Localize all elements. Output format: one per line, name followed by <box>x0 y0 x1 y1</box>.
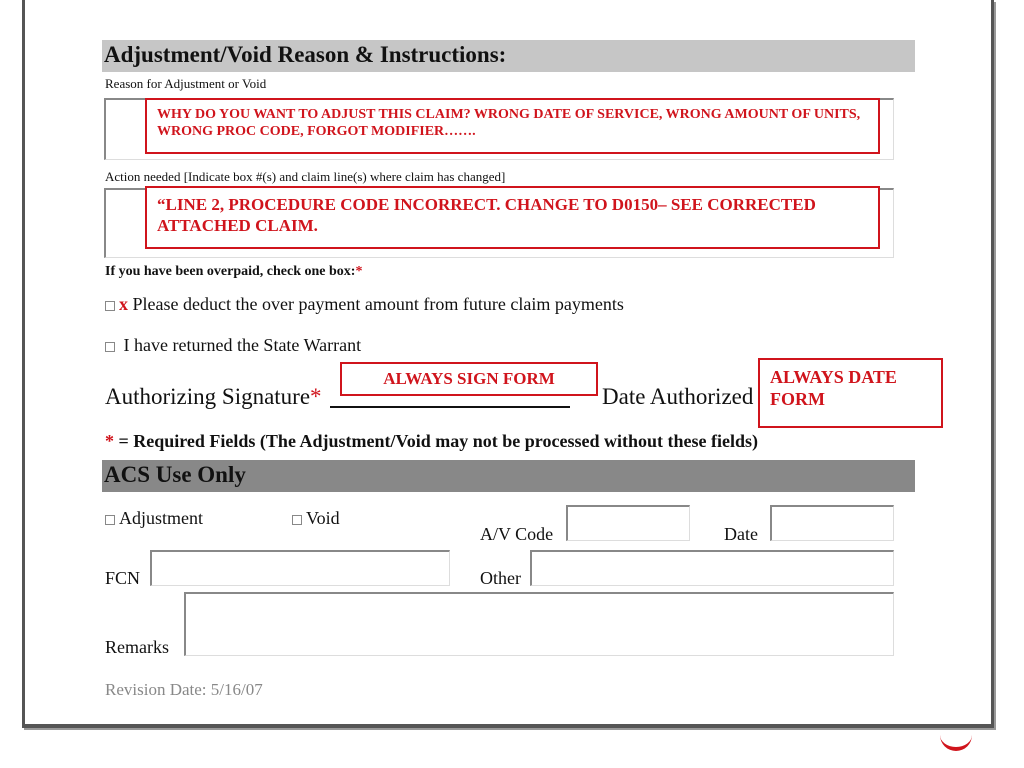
section-title: Adjustment/Void Reason & Instructions: <box>104 42 507 67</box>
option-deduct <box>105 294 624 315</box>
acs-void <box>292 508 340 529</box>
reason-callout <box>145 98 880 154</box>
overpaid-label-text: If you have been overpaid, check one box: <box>105 264 356 279</box>
reason-callout-text: WHY DO YOU WANT TO ADJUST THIS CLAIM? WRONG DATE OF SERVICE, WRONG AMOUNT OF UNITS, WRONG PROC CODE, FORGOT MODIFIER……. <box>157 107 861 139</box>
required-note-text: = Required Fields (The Adjustment/Void may not be processed without these fields) <box>118 431 758 451</box>
signature-required-star: * <box>310 384 322 409</box>
required-star: * <box>355 264 363 279</box>
adjustment-label: Adjustment <box>119 508 203 528</box>
adjustment-checkbox[interactable] <box>105 515 115 525</box>
void-checkbox[interactable] <box>292 515 302 525</box>
deduct-label: Please deduct the over payment amount from future claim payments <box>132 294 624 314</box>
option-returned <box>105 335 361 356</box>
fcn-label: FCN <box>105 568 141 588</box>
other-label: Other <box>480 568 521 588</box>
note-required-star: * <box>105 431 114 451</box>
date-authorized-label: Date Authorized <box>602 384 754 409</box>
av-code-field[interactable] <box>566 505 690 541</box>
other-field[interactable] <box>530 550 894 586</box>
remarks-field[interactable] <box>184 592 894 656</box>
acs-header <box>102 460 915 492</box>
acs-title: ACS Use Only <box>104 462 246 487</box>
date-callout <box>758 358 943 428</box>
section-header <box>102 40 915 72</box>
check-mark: x <box>119 294 128 314</box>
revision-date: Revision Date: 5/16/07 <box>105 680 263 699</box>
fcn-field[interactable] <box>150 550 450 586</box>
returned-checkbox[interactable] <box>105 342 115 352</box>
void-label: Void <box>306 508 340 528</box>
date-field[interactable] <box>770 505 894 541</box>
av-code-label: A/V Code <box>480 524 554 544</box>
deduct-checkbox[interactable] <box>105 301 115 311</box>
returned-label: I have returned the State Warrant <box>123 335 362 355</box>
reason-label: Reason for Adjustment or Void <box>105 76 267 91</box>
signature-callout <box>340 362 598 396</box>
acs-adjustment <box>105 508 203 529</box>
remarks-label: Remarks <box>105 637 169 657</box>
required-note <box>105 431 758 452</box>
overpaid-label <box>105 264 362 280</box>
signature-callout-text: ALWAYS SIGN FORM <box>383 369 555 388</box>
signature-label: Authorizing Signature <box>105 384 311 409</box>
action-callout <box>145 186 880 249</box>
signature-line[interactable] <box>330 406 570 408</box>
date-label: Date <box>724 524 758 544</box>
action-callout-text: “LINE 2, PROCEDURE CODE INCORRECT. CHANGE TO D0150– SEE CORRECTED ATTACHED CLAIM. <box>157 195 816 235</box>
decorative-swoosh-icon <box>940 733 972 751</box>
date-callout-text: ALWAYS DATE FORM <box>770 367 897 409</box>
action-label: Action needed [Indicate box #(s) and claim line(s) where claim has changed] <box>105 169 506 184</box>
signature-row <box>105 384 322 410</box>
